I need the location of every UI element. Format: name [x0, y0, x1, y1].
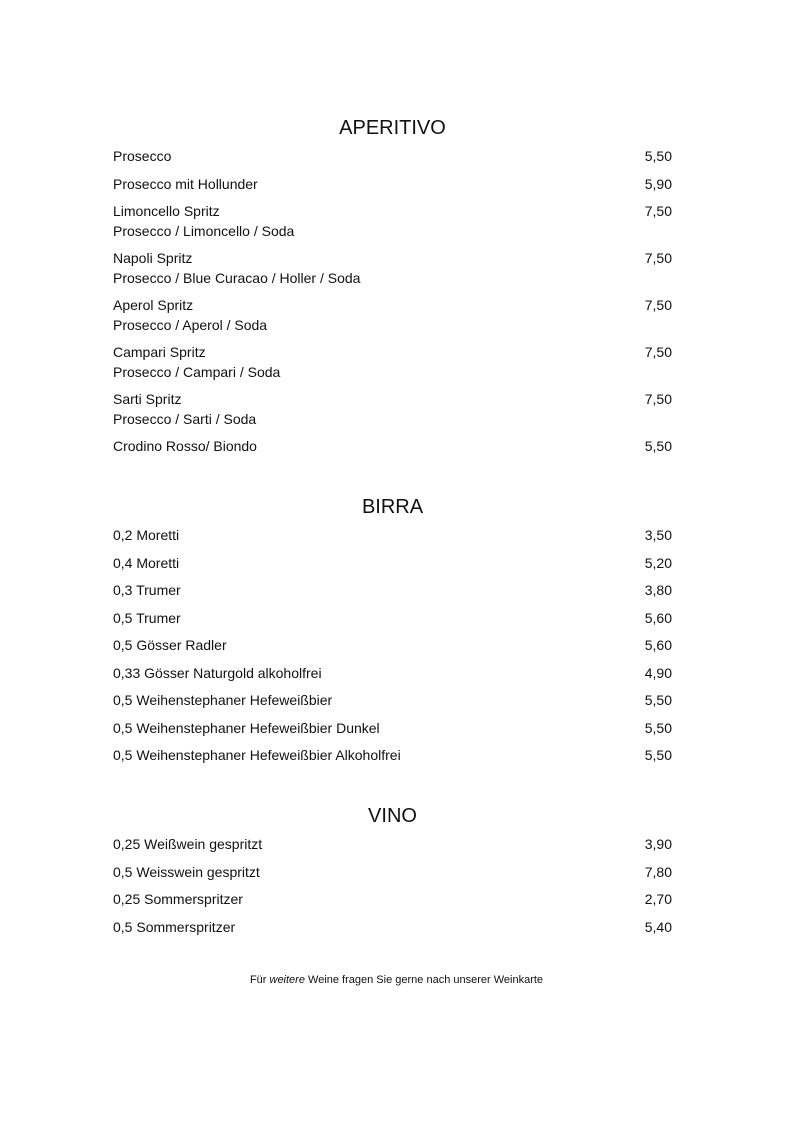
menu-item	[113, 691, 672, 711]
item-name: Sarti Spritz	[113, 391, 182, 407]
item-price: 5,50	[644, 692, 672, 708]
menu-item	[113, 835, 672, 855]
menu-item	[113, 918, 672, 938]
footnote-emphasis: weitere	[269, 974, 305, 986]
menu-item	[113, 343, 672, 382]
item-name: 0,33 Gösser Naturgold alkoholfrei	[113, 664, 322, 681]
menu-item	[113, 390, 672, 429]
menu-item	[113, 437, 672, 457]
item-name: Napoli Spritz	[113, 250, 193, 266]
item-price: 5,50	[644, 747, 672, 763]
item-name: 0,3 Trumer	[113, 582, 181, 598]
item-description: Prosecco / Campari / Soda	[113, 363, 281, 380]
menu-item	[113, 526, 672, 546]
menu-item	[113, 296, 672, 335]
item-price: 3,90	[644, 836, 672, 852]
item-price: 3,80	[644, 582, 672, 598]
item-description: Prosecco / Limoncello / Soda	[113, 222, 295, 239]
section-title: VINO	[368, 805, 417, 827]
menu-item	[113, 249, 672, 288]
item-list	[113, 147, 672, 457]
item-name: 0,5 Weisswein gespritzt	[113, 863, 260, 880]
item-price: 5,60	[644, 609, 672, 626]
menu-item	[113, 609, 672, 629]
menu-item	[113, 554, 672, 574]
section-aperitivo	[113, 115, 672, 465]
item-name: Prosecco	[113, 148, 172, 164]
item-name: 0,4 Moretti	[113, 554, 180, 571]
item-price: 5,60	[644, 637, 672, 653]
item-price: 2,70	[644, 891, 672, 907]
menu-item	[113, 581, 672, 601]
item-name: 0,25 Weißwein gespritzt	[113, 836, 263, 852]
menu-item	[113, 175, 672, 195]
menu-item	[113, 147, 672, 167]
item-name: Crodino Rosso/ Biondo	[113, 438, 257, 454]
item-price: 7,50	[644, 391, 672, 407]
item-name: 0,5 Weihenstephaner Hefeweißbier	[113, 692, 333, 708]
item-name: Prosecco mit Hollunder	[113, 175, 258, 192]
item-name: Limoncello Spritz	[113, 203, 220, 219]
item-price: 5,50	[644, 719, 672, 736]
section-title: BIRRA	[361, 496, 424, 518]
section-vino	[113, 803, 672, 945]
footnote-text-before: Für	[249, 974, 270, 986]
section-title: APERITIVO	[339, 117, 446, 139]
item-price: 5,50	[644, 438, 672, 454]
item-price: 5,50	[644, 148, 672, 164]
menu-item	[113, 202, 672, 241]
item-list	[113, 526, 672, 766]
menu-item	[113, 636, 672, 656]
item-description: Prosecco / Blue Curacao / Holler / Soda	[113, 269, 361, 286]
item-price: 7,50	[644, 344, 672, 360]
item-price: 4,90	[644, 664, 672, 681]
item-name: Aperol Spritz	[113, 297, 194, 313]
item-name: 0,25 Sommerspritzer	[113, 891, 243, 907]
item-price: 5,40	[644, 918, 672, 935]
item-description: Prosecco / Aperol / Soda	[113, 316, 268, 333]
item-price: 5,90	[644, 175, 672, 192]
menu-item	[113, 664, 672, 684]
item-name: 0,2 Moretti	[113, 527, 180, 543]
item-description: Prosecco / Sarti / Soda	[113, 410, 257, 427]
item-price: 5,20	[644, 554, 672, 571]
wine-list-footnote	[0, 972, 793, 988]
item-price: 7,80	[644, 863, 672, 880]
item-price: 7,50	[644, 203, 672, 219]
item-name: 0,5 Gösser Radler	[113, 637, 227, 653]
footnote-text-after: Weine fragen Sie gerne nach unserer Weinkarte	[304, 974, 544, 986]
item-name: Campari Spritz	[113, 344, 206, 360]
menu-item	[113, 746, 672, 766]
item-name: 0,5 Trumer	[113, 609, 181, 626]
item-price: 7,50	[644, 250, 672, 266]
section-birra	[113, 494, 672, 774]
item-name: 0,5 Weihenstephaner Hefeweißbier Alkoholfrei	[113, 747, 401, 763]
item-list	[113, 835, 672, 937]
menu-item	[113, 890, 672, 910]
item-name: 0,5 Weihenstephaner Hefeweißbier Dunkel	[113, 719, 380, 736]
item-price: 3,50	[644, 527, 672, 543]
item-price: 7,50	[644, 297, 672, 313]
item-name: 0,5 Sommerspritzer	[113, 918, 236, 935]
menu-item	[113, 719, 672, 739]
menu-item	[113, 863, 672, 883]
